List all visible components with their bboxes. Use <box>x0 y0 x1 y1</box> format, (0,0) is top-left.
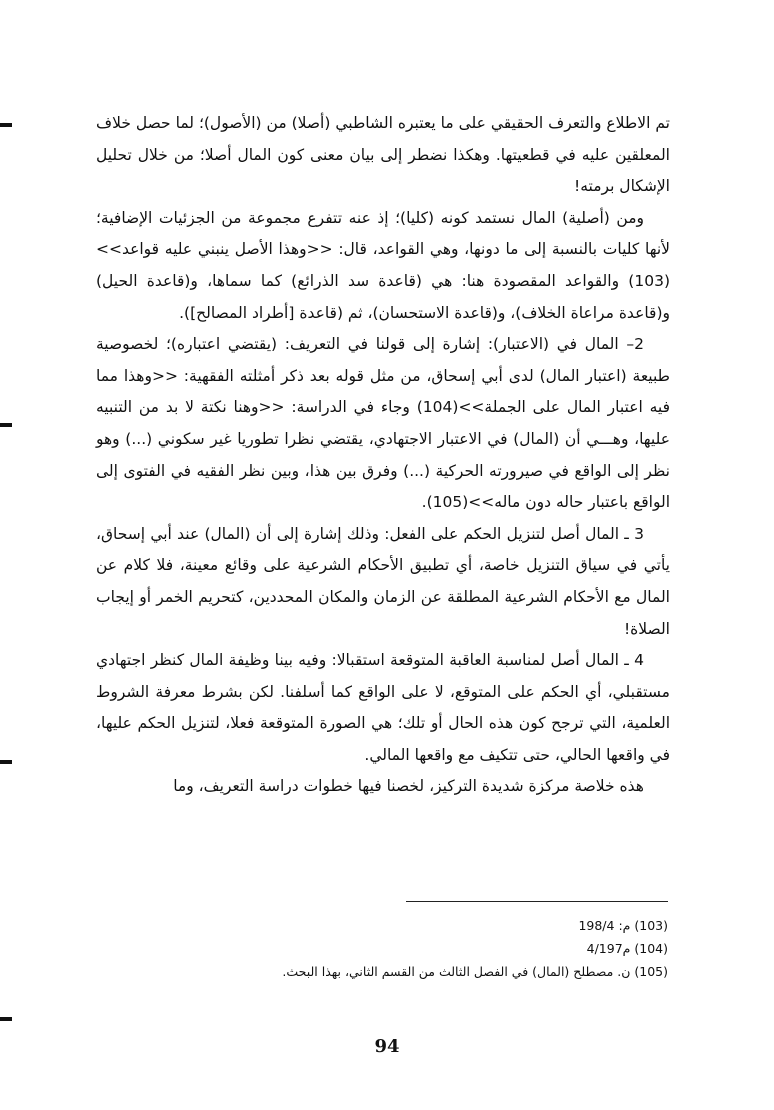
footnote-separator <box>406 901 668 902</box>
paragraph-1: تم الاطلاع والتعرف الحقيقي على ما يعتبره الشاطبي (أصلا) من (الأصول)؛ لما حصل خلاف المعلقين عليه في قطعيتها. وهكذا نضطر إلى بيان معنى كون المال أصلا؛ من خلال تحليل الإشكال برمته! <box>96 114 670 196</box>
paragraph-3: 2– المال في (الاعتبار): إشارة إلى قولنا في التعريف: (يقتضي اعتباره)؛ لخصوصية طبيعة (اعتبار المال) لدى أبي إسحاق، من مثل قوله بعد ذكر أمثلته الفقهية: <<وهذا مما فيه اعتبار المال على الجملة>>(104) وجاء في الدراسة: <<وهنا نكتة لا بد من التنبيه عليها، وهـــي أن (المال) في الاعتبار الاجتهادي، يقتضي نظرا تطوريا غير سكوني (...) وهو نظر إلى الواقع في صيرورته الحركية (...) وفرق بين هذا، وبين نظر الفقيه في الفتوى إلى الواقع باعتبار حاله دون ماله>>(105). <box>96 335 670 512</box>
margin-mark <box>0 423 12 427</box>
margin-mark <box>0 760 12 764</box>
paragraph-4: 3 ـ المال أصل لتنزيل الحكم على الفعل: وذلك إشارة إلى أن (المال) عند أبي إسحاق، يأتي في سياق التنزيل خاصة، أي تطبيق الأحكام الشرعية على وقائع معينة، فلا كلام عن المال مع الأحكام الشرعية المطلقة عن الزمان والمكان المحددين، كتحريم الخمر أو إيجاب الصلاة! <box>96 524 670 638</box>
footnote-103: (103) م: 198/4 <box>578 918 668 933</box>
paragraph-5: 4 ـ المال أصل لمناسبة العاقبة المتوقعة استقبالا: وفيه بينا وظيفة المال كنظر اجتهادي مستقبلي، أي الحكم على المتوقع، لا على الواقع كما أسلفنا. لكن بشرط معرفة الشروط العلمية، التي ترجح كون هذه الحال أو تلك؛ هي الصورة المتوقعة فعلا، لتنزيل الحكم عليها، في واقعها الحالي، حتى تتكيف مع واقعها المالي. <box>96 651 670 764</box>
paragraph-6: هذه خلاصة مركزة شديدة التركيز، لخصنا فيها خطوات دراسة التعريف، وما <box>173 777 644 796</box>
footnote-105: (105) ن. مصطلح (المال) في الفصل الثالث من القسم الثاني، بهذا البحث. <box>282 964 668 979</box>
page-body <box>96 108 670 803</box>
margin-mark <box>0 123 12 127</box>
page-number: 94 <box>374 1036 400 1057</box>
footnote-104: (104) م4/197 <box>586 941 668 956</box>
footnotes <box>282 914 668 983</box>
margin-mark <box>0 1017 12 1021</box>
paragraph-2: ومن (أصلية) المال نستمد كونه (كليا)؛ إذ عنه تتفرع مجموعة من الجزئيات الإضافية؛ لأنها كليات بالنسبة إلى ما دونها، وهي القواعد، قال: <<وهذا الأصل ينبني عليه قواعد>>(103) والقواعد المقصودة هنا: هي (قاعدة سد الذرائع) كما سماها، و(قاعدة الحيل) و(قاعدة مراعاة الخلاف)، و(قاعدة الاستحسان)، ثم (قاعدة [أطراد المصالح]). <box>96 208 670 322</box>
